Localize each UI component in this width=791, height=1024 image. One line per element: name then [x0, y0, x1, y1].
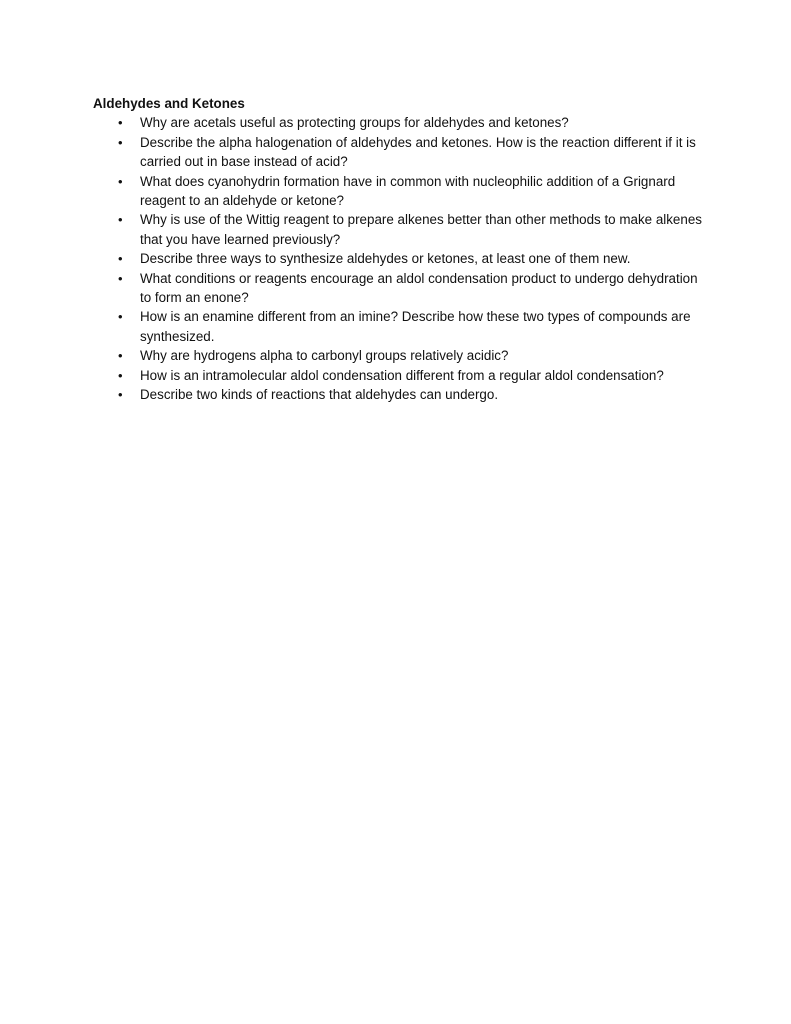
document-content	[93, 94, 708, 405]
question-text: What conditions or reagents encourage an aldol condensation product to undergo dehydration to form an enone?	[140, 270, 698, 306]
bullet-icon: •	[118, 115, 123, 131]
bullet-icon: •	[118, 212, 123, 228]
question-text: Why are hydrogens alpha to carbonyl groups relatively acidic?	[140, 348, 509, 364]
question-item	[93, 113, 708, 132]
section-heading: Aldehydes and Ketones	[93, 96, 245, 111]
bullet-icon: •	[118, 387, 123, 403]
question-item	[93, 385, 708, 404]
question-item	[93, 210, 708, 249]
question-item	[93, 366, 708, 385]
bullet-icon: •	[118, 134, 123, 150]
question-text: How is an enamine different from an imine? Describe how these two types of compounds are synthesized.	[140, 309, 691, 344]
question-text: How is an intramolecular aldol condensation different from a regular aldol condensation?	[140, 367, 664, 383]
bullet-icon: •	[118, 367, 123, 383]
question-item	[93, 172, 708, 211]
question-item	[93, 133, 708, 172]
question-text: Why is use of the Wittig reagent to prepare alkenes better than other methods to make alkenes that you have learned previously?	[140, 212, 702, 247]
bullet-icon: •	[118, 270, 123, 286]
question-text: Describe the alpha halogenation of aldehydes and ketones. How is the reaction different if it is carried out in base instead of acid?	[140, 134, 696, 170]
question-text: Why are acetals useful as protecting groups for aldehydes and ketones?	[140, 115, 569, 131]
bullet-icon: •	[118, 251, 123, 267]
question-text: Describe three ways to synthesize aldehydes or ketones, at least one of them new.	[140, 251, 631, 267]
bullet-icon: •	[118, 309, 123, 325]
question-item	[93, 346, 708, 365]
question-text: What does cyanohydrin formation have in common with nucleophilic addition of a Grignard reagent to an aldehyde or ketone?	[140, 173, 676, 209]
question-item	[93, 307, 708, 346]
question-item	[93, 249, 708, 268]
bullet-icon: •	[118, 173, 123, 189]
bullet-icon: •	[118, 348, 123, 364]
question-list	[93, 113, 708, 404]
question-item	[93, 269, 708, 308]
question-text: Describe two kinds of reactions that aldehydes can undergo.	[140, 387, 499, 403]
